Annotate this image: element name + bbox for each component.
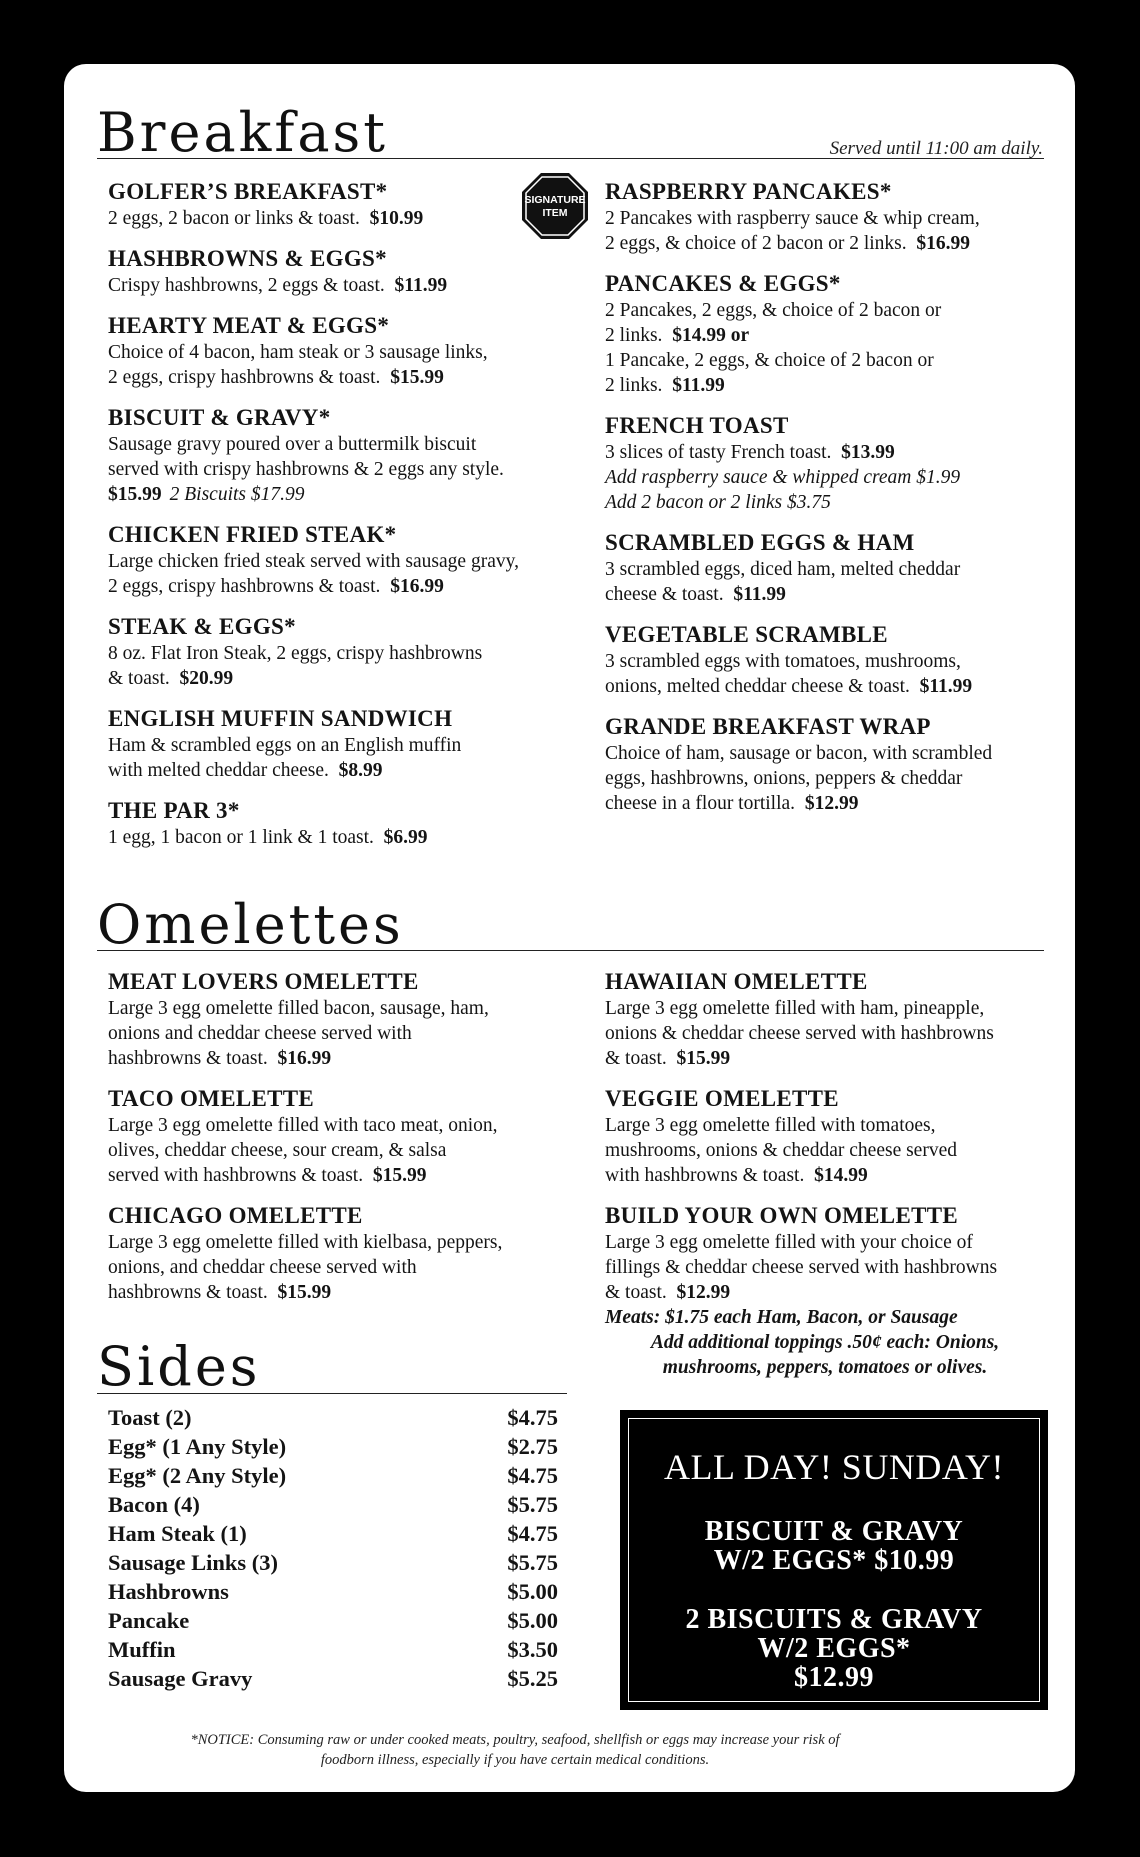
description-text: 2 Pancakes, 2 eggs, & choice of 2 bacon or <box>605 300 942 321</box>
menu-item-name: TACO OMELETTE <box>108 1086 315 1111</box>
side-price: $4.75 <box>507 1463 558 1488</box>
side-row <box>108 1403 558 1432</box>
side-name: Egg* (2 Any Style) <box>108 1463 287 1488</box>
menu-item <box>108 312 578 390</box>
menu-item-description <box>108 641 578 666</box>
menu-item-name: THE PAR 3* <box>108 798 240 823</box>
menu-item <box>605 412 1045 515</box>
menu-item-description <box>108 666 578 691</box>
menu-item-description <box>605 1046 1045 1071</box>
omelettes-left-column <box>108 968 578 1319</box>
menu-item-price: $10.99 <box>369 208 424 229</box>
sunday-special-line: W/2 EGGS* $10.99 <box>713 1545 955 1576</box>
menu-item-description <box>605 1255 1045 1280</box>
sunday-special-item <box>629 1517 1039 1575</box>
menu-item-description <box>605 348 1045 373</box>
menu-item-price: $15.99 <box>372 1165 427 1186</box>
breakfast-hours-note: Served until 11:00 am daily. <box>829 138 1043 159</box>
side-price: $4.75 <box>507 1405 558 1430</box>
menu-item-description <box>108 574 578 599</box>
description-text: 2 links. <box>605 375 663 396</box>
description-text: 2 eggs, 2 bacon or links & toast. <box>108 208 360 229</box>
description-text: & toast. <box>108 668 170 689</box>
menu-item-description <box>108 340 578 365</box>
menu-item-description <box>108 206 578 231</box>
menu-item-price: $11.99 <box>394 275 448 296</box>
description-text: Large 3 egg omelette filled with taco meat, onion, <box>108 1115 498 1136</box>
menu-item-description <box>605 582 1045 607</box>
menu-item <box>108 968 578 1071</box>
menu-item-name: HASHBROWNS & EGGS* <box>108 246 387 271</box>
sides-rule <box>97 1393 567 1394</box>
description-text: Large 3 egg omelette filled bacon, sausage, ham, <box>108 998 489 1019</box>
menu-item-name: SCRAMBLED EGGS & HAM <box>605 530 915 555</box>
description-text: hashbrowns & toast. <box>108 1282 268 1303</box>
menu-item-description <box>605 1113 1045 1138</box>
breakfast-title: Breakfast <box>97 101 388 164</box>
menu-item-description <box>605 1021 1045 1046</box>
menu-item-description <box>605 231 1045 256</box>
omelettes-rule <box>97 950 1044 951</box>
menu-item-price: $8.99 <box>338 760 383 781</box>
description-text: onions, and cheddar cheese served with <box>108 1257 417 1278</box>
side-price: $3.50 <box>507 1637 558 1662</box>
omelettes-title: Omelettes <box>97 893 404 956</box>
menu-item-price: $15.99 <box>390 367 444 388</box>
description-text: eggs, hashbrowns, onions, peppers & cheddar <box>605 768 963 789</box>
description-text: & toast. <box>605 1048 667 1069</box>
menu-item-description <box>605 490 1045 515</box>
description-text: onions and cheddar cheese served with <box>108 1023 412 1044</box>
menu-item-description <box>108 825 578 850</box>
menu-item-description <box>108 758 578 783</box>
description-text: hashbrowns & toast. <box>108 1048 268 1069</box>
menu-item-price: $11.99 <box>919 676 973 697</box>
menu-item-price: $12.99 <box>676 1282 731 1303</box>
description-text: mushrooms, peppers, tomatoes or olives. <box>662 1357 988 1378</box>
menu-item-description <box>108 1138 578 1163</box>
side-name: Sausage Gravy <box>108 1666 253 1691</box>
notice-line: *NOTICE: Consuming raw or under cooked meats, poultry, seafood, shellfish or eggs may increase your risk of <box>190 1732 840 1748</box>
menu-item-description <box>605 298 1045 323</box>
description-text: Crispy hashbrowns, 2 eggs & toast. <box>108 275 385 296</box>
description-text: 1 egg, 1 bacon or 1 link & 1 toast. <box>108 827 374 848</box>
menu-item-name: STEAK & EGGS* <box>108 614 296 639</box>
description-text: Large 3 egg omelette filled with tomatoes, <box>605 1115 936 1136</box>
description-text: cheese in a flour tortilla. <box>605 793 796 814</box>
menu-item-price: $14.99 <box>814 1165 868 1186</box>
menu-item-name: HAWAIIAN OMELETTE <box>605 969 868 994</box>
menu-item-price: $6.99 <box>383 827 428 848</box>
menu-item <box>605 270 1045 398</box>
side-price: $5.00 <box>507 1608 558 1633</box>
description-text: 2 links. <box>605 325 663 346</box>
description-text: served with hashbrowns & toast. <box>108 1165 364 1186</box>
menu-item <box>108 1202 578 1305</box>
sunday-special-inner <box>628 1418 1040 1702</box>
menu-item-description <box>605 766 1045 791</box>
menu-item-name: CHICAGO OMELETTE <box>108 1203 363 1228</box>
side-row <box>108 1490 558 1519</box>
menu-item <box>605 1085 1045 1188</box>
menu-item-name: ENGLISH MUFFIN SANDWICH <box>108 706 453 731</box>
sunday-special-line: $12.99 <box>794 1662 874 1693</box>
sunday-special-item <box>629 1605 1039 1692</box>
description-text: Large 3 egg omelette filled with your choice of <box>605 1232 973 1253</box>
menu-item <box>605 713 1045 816</box>
menu-item-price: $14.99 or <box>672 325 750 346</box>
menu-item-description <box>108 549 578 574</box>
menu-item-name: RASPBERRY PANCAKES* <box>605 179 892 204</box>
menu-item <box>108 404 578 507</box>
description-text: 3 slices of tasty French toast. <box>605 442 832 463</box>
description-text: 3 scrambled eggs, diced ham, melted cheddar <box>605 559 961 580</box>
description-text: Large chicken fried steak served with sausage gravy, <box>108 551 519 572</box>
menu-item-name: BISCUIT & GRAVY* <box>108 405 331 430</box>
side-name: Pancake <box>108 1608 190 1633</box>
menu-item-name: VEGGIE OMELETTE <box>605 1086 839 1111</box>
menu-item <box>605 178 1045 256</box>
side-name: Egg* (1 Any Style) <box>108 1434 287 1459</box>
breakfast-left-column <box>108 178 578 864</box>
sunday-heading: ALL DAY! SUNDAY! <box>663 1447 1004 1487</box>
menu-item-description <box>605 1163 1045 1188</box>
description-text: onions & cheddar cheese served with hashbrowns <box>605 1023 994 1044</box>
menu-item <box>108 521 578 599</box>
side-price: $5.00 <box>507 1579 558 1604</box>
sunday-special-line: W/2 EGGS* <box>757 1633 911 1664</box>
menu-item-description <box>108 273 578 298</box>
menu-item-description <box>108 1230 578 1255</box>
menu-item-description <box>605 1230 1045 1255</box>
description-text: Meats: $1.75 each Ham, Bacon, or Sausage <box>605 1307 958 1328</box>
menu-item-description <box>108 365 578 390</box>
menu-item-name: PANCAKES & EGGS* <box>605 271 841 296</box>
menu-item-description <box>108 1280 578 1305</box>
menu-item-description <box>108 996 578 1021</box>
side-name: Sausage Links (3) <box>108 1550 279 1575</box>
menu-item-description <box>108 457 578 482</box>
side-row <box>108 1519 558 1548</box>
side-name: Toast (2) <box>108 1405 192 1430</box>
menu-item <box>605 1202 1045 1380</box>
description-text: Large 3 egg omelette filled with ham, pineapple, <box>605 998 985 1019</box>
description-text: with hashbrowns & toast. <box>605 1165 805 1186</box>
side-row <box>108 1635 558 1664</box>
sunday-special-box <box>620 1410 1048 1710</box>
description-text: onions, melted cheddar cheese & toast. <box>605 676 910 697</box>
description-text: served with crispy hashbrowns & 2 eggs any style. <box>108 459 504 480</box>
menu-item-description <box>605 791 1045 816</box>
description-text: with melted cheddar cheese. <box>108 760 329 781</box>
menu-item <box>108 245 578 298</box>
side-name: Muffin <box>108 1637 176 1662</box>
menu-item-description <box>605 996 1045 1021</box>
description-text: 2 eggs, crispy hashbrowns & toast. <box>108 576 381 597</box>
menu-item-price: $12.99 <box>804 793 859 814</box>
sides-title: Sides <box>97 1335 261 1398</box>
side-row <box>108 1577 558 1606</box>
description-text: Choice of 4 bacon, ham steak or 3 sausage links, <box>108 342 488 363</box>
menu-item-name: BUILD YOUR OWN OMELETTE <box>605 1203 959 1228</box>
menu-item <box>108 178 578 231</box>
sunday-special-line: BISCUIT & GRAVY <box>704 1516 964 1547</box>
menu-item-price: $20.99 <box>179 668 234 689</box>
description-text: Add raspberry sauce & whipped cream $1.99 <box>605 467 961 488</box>
menu-item-price: $16.99 <box>916 233 971 254</box>
description-text: 8 oz. Flat Iron Steak, 2 eggs, crispy hashbrowns <box>108 643 483 664</box>
menu-item-description <box>605 1138 1045 1163</box>
menu-item-description <box>605 1330 1045 1355</box>
menu-item-name: CHICKEN FRIED STEAK* <box>108 522 397 547</box>
menu-item-price: $16.99 <box>390 576 444 597</box>
badge-line-1: SIGNATURE <box>524 194 586 206</box>
menu-item-description <box>605 465 1045 490</box>
menu-item <box>108 613 578 691</box>
menu-item-description <box>605 557 1045 582</box>
menu-item-description <box>108 432 578 457</box>
description-text: Add additional toppings .50¢ each: Onions, <box>650 1332 1000 1353</box>
menu-item <box>605 968 1045 1071</box>
omelettes-right-column <box>605 968 1045 1394</box>
menu-item-price: $15.99 <box>676 1048 731 1069</box>
description-text: 2 eggs, crispy hashbrowns & toast. <box>108 367 381 388</box>
side-row <box>108 1461 558 1490</box>
menu-item-description <box>108 1021 578 1046</box>
description-text: 3 scrambled eggs with tomatoes, mushrooms, <box>605 651 961 672</box>
menu-item-description <box>605 674 1045 699</box>
notice-line: foodborn illness, especially if you have certain medical conditions. <box>320 1752 710 1768</box>
menu-item-description <box>108 1046 578 1071</box>
sunday-special-line: 2 BISCUITS & GRAVY <box>685 1604 983 1635</box>
side-price: $5.75 <box>507 1550 558 1575</box>
menu-item-description <box>605 1305 1045 1330</box>
menu-item-description <box>108 733 578 758</box>
description-text: 1 Pancake, 2 eggs, & choice of 2 bacon or <box>605 350 934 371</box>
menu-item-description <box>605 323 1045 348</box>
menu-item-name: VEGETABLE SCRAMBLE <box>605 622 888 647</box>
menu-item-description <box>605 649 1045 674</box>
menu-item-description <box>605 206 1045 231</box>
side-row <box>108 1548 558 1577</box>
description-text: Large 3 egg omelette filled with kielbasa, peppers, <box>108 1232 503 1253</box>
description-text: fillings & cheddar cheese served with hashbrowns <box>605 1257 998 1278</box>
side-price: $2.75 <box>507 1434 558 1459</box>
side-row <box>108 1432 558 1461</box>
menu-item-price: $16.99 <box>277 1048 332 1069</box>
description-text: Ham & scrambled eggs on an English muffin <box>108 735 462 756</box>
menu-item-price: $15.99 <box>277 1282 332 1303</box>
description-text: Choice of ham, sausage or bacon, with scrambled <box>605 743 993 764</box>
menu-item-name: FRENCH TOAST <box>605 413 789 438</box>
menu-item-description <box>605 1355 1045 1380</box>
description-text: olives, cheddar cheese, sour cream, & salsa <box>108 1140 447 1161</box>
menu-item-price: $15.99 <box>108 484 162 505</box>
side-price: $5.75 <box>507 1492 558 1517</box>
description-text: Add 2 bacon or 2 links $3.75 <box>605 492 831 513</box>
side-row <box>108 1606 558 1635</box>
menu-item-name: MEAT LOVERS OMELETTE <box>108 969 419 994</box>
menu-item-alt-price: 2 Biscuits $17.99 <box>169 484 305 505</box>
description-text: cheese & toast. <box>605 584 724 605</box>
description-text: 2 eggs, & choice of 2 bacon or 2 links. <box>605 233 907 254</box>
menu-item-description <box>605 1280 1045 1305</box>
menu-item-description <box>605 741 1045 766</box>
menu-item-description <box>108 482 578 507</box>
menu-item-name: HEARTY MEAT & EGGS* <box>108 313 390 338</box>
menu-item-description <box>108 1163 578 1188</box>
badge-line-2: ITEM <box>542 207 568 219</box>
menu-item <box>108 797 578 850</box>
description-text: & toast. <box>605 1282 667 1303</box>
description-text: mushrooms, onions & cheddar cheese served <box>605 1140 957 1161</box>
menu-item-description <box>108 1255 578 1280</box>
menu-item-name: GRANDE BREAKFAST WRAP <box>605 714 931 739</box>
health-notice <box>150 1730 880 1770</box>
breakfast-right-column <box>605 178 1045 830</box>
side-name: Bacon (4) <box>108 1492 200 1517</box>
menu-item-price: $11.99 <box>672 375 725 396</box>
description-text: Sausage gravy poured over a buttermilk biscuit <box>108 434 477 455</box>
menu-item-description <box>605 440 1045 465</box>
side-price: $5.25 <box>507 1666 558 1691</box>
menu-item-name: GOLFER’S BREAKFAST* <box>108 179 388 204</box>
side-name: Ham Steak (1) <box>108 1521 247 1546</box>
side-name: Hashbrowns <box>108 1579 229 1604</box>
menu-item <box>605 529 1045 607</box>
menu-item <box>108 1085 578 1188</box>
menu-item-price: $11.99 <box>733 584 786 605</box>
menu-item <box>605 621 1045 699</box>
side-price: $4.75 <box>507 1521 558 1546</box>
description-text: 2 Pancakes with raspberry sauce & whip cream, <box>605 208 980 229</box>
menu-item-description <box>108 1113 578 1138</box>
side-row <box>108 1664 558 1693</box>
menu-item <box>108 705 578 783</box>
menu-item-description <box>605 373 1045 398</box>
sides-table <box>108 1403 558 1693</box>
menu-item-price: $13.99 <box>841 442 895 463</box>
